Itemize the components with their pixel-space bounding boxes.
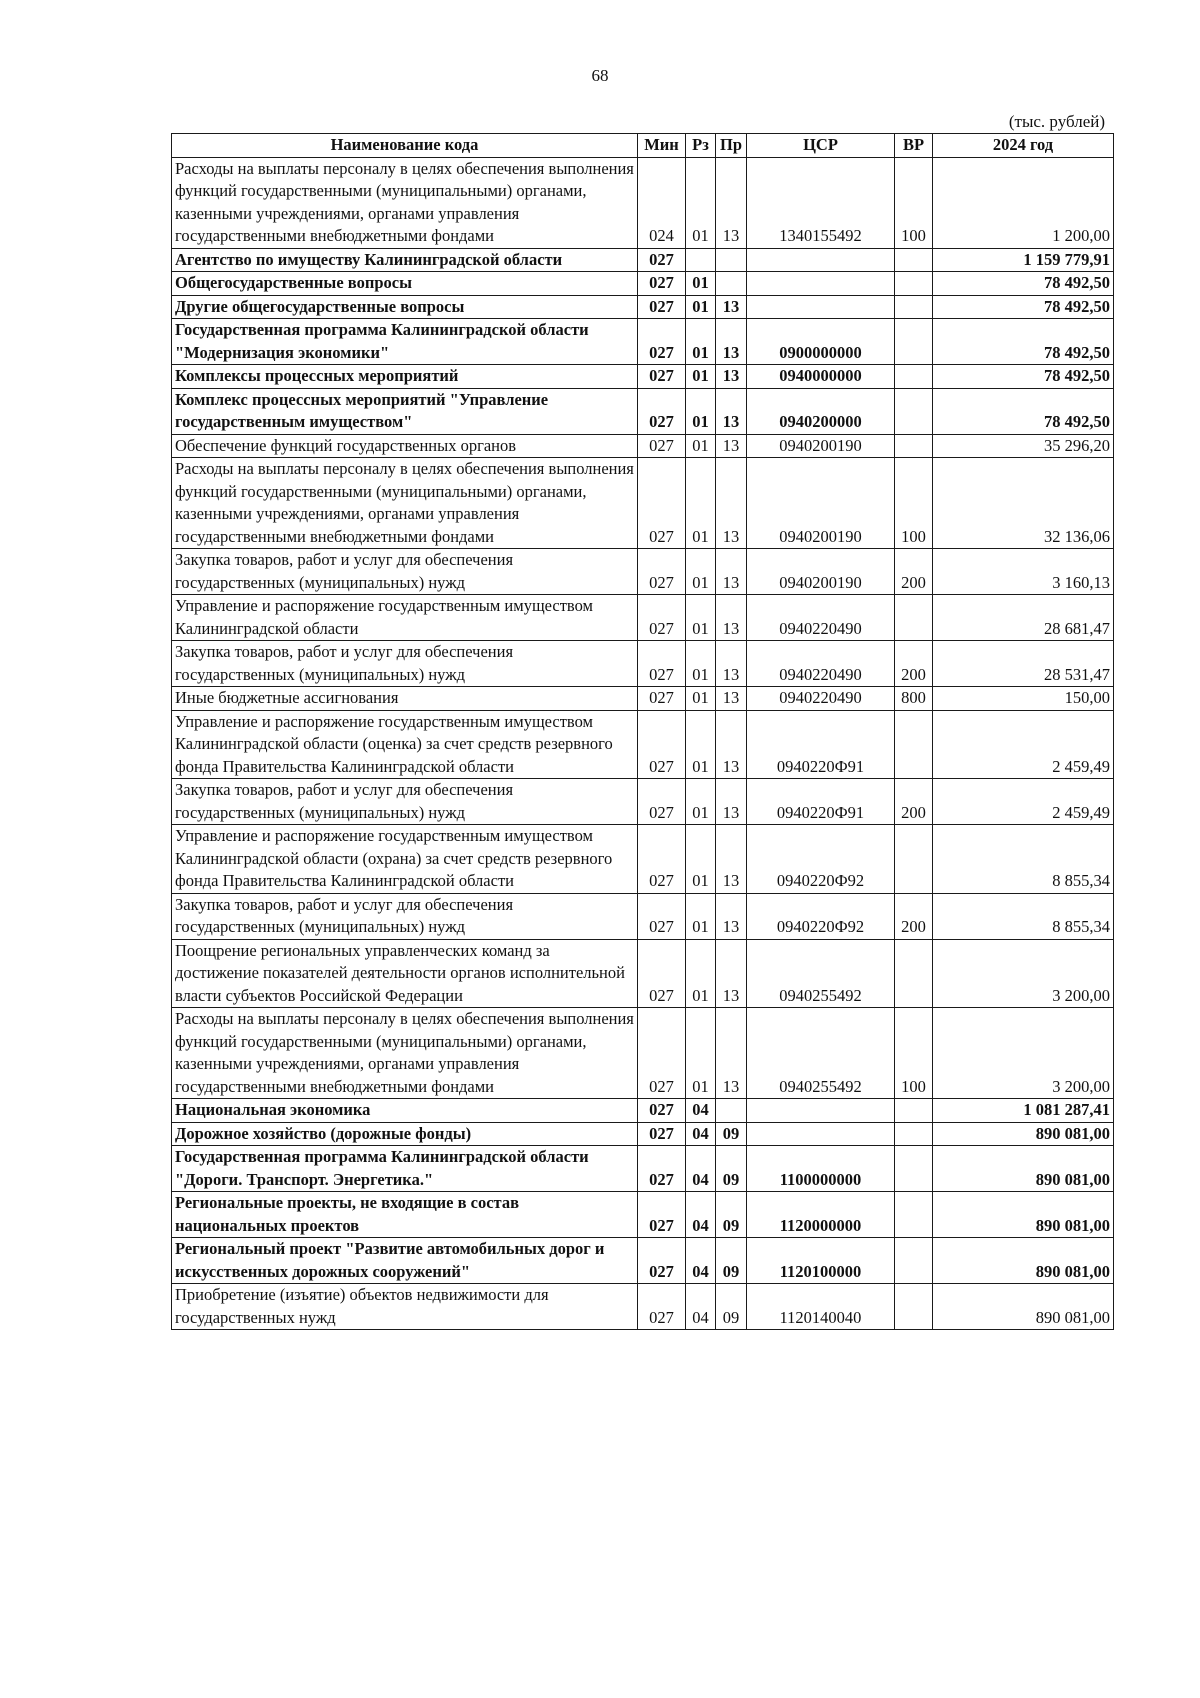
budget-table: [171, 133, 1114, 1330]
table-row: [172, 549, 1114, 595]
cell-sum: 890 081,00: [933, 1192, 1114, 1238]
cell-rz: 01: [686, 1008, 716, 1099]
cell-name: Дорожное хозяйство (дорожные фонды): [172, 1122, 638, 1146]
page-number: 68: [591, 66, 609, 85]
cell-sum: 78 492,50: [933, 319, 1114, 365]
table-row: [172, 1099, 1114, 1123]
cell-sum: 1 159 779,91: [933, 248, 1114, 272]
cell-name: Приобретение (изъятие) объектов недвижимости для государственных нужд: [172, 1284, 638, 1330]
cell-sum: 890 081,00: [933, 1146, 1114, 1192]
cell-name: Управление и распоряжение государственным имуществом Калининградской области (охрана) за счет средств резервного фонда Правительства Калининградской области: [172, 825, 638, 894]
table-row: [172, 825, 1114, 894]
cell-name: Государственная программа Калининградской области "Модернизация экономики": [172, 319, 638, 365]
cell-min: 027: [638, 1284, 686, 1330]
cell-rz: 04: [686, 1284, 716, 1330]
cell-csr: [747, 272, 895, 296]
cell-csr: [747, 1122, 895, 1146]
cell-rz: 04: [686, 1146, 716, 1192]
cell-pr: 13: [716, 549, 747, 595]
cell-sum: 1 200,00: [933, 157, 1114, 248]
cell-rz: 01: [686, 458, 716, 549]
cell-name: Обеспечение функций государственных органов: [172, 434, 638, 458]
cell-sum: 78 492,50: [933, 295, 1114, 319]
cell-pr: [716, 1099, 747, 1123]
cell-min: 027: [638, 1122, 686, 1146]
cell-csr: 0940255492: [747, 939, 895, 1008]
cell-min: 027: [638, 248, 686, 272]
header-min: Мин: [638, 134, 686, 158]
cell-min: 027: [638, 641, 686, 687]
cell-min: 027: [638, 779, 686, 825]
cell-pr: 09: [716, 1122, 747, 1146]
cell-pr: 13: [716, 157, 747, 248]
table-row: [172, 272, 1114, 296]
header-pr: Пр: [716, 134, 747, 158]
cell-name: Расходы на выплаты персоналу в целях обеспечения выполнения функций государственными (муниципальными) органами, казенными учреждениями, органами управления государственными внебюджетными фондами: [172, 157, 638, 248]
cell-vr: 200: [895, 549, 933, 595]
cell-csr: 1120000000: [747, 1192, 895, 1238]
cell-min: 027: [638, 1099, 686, 1123]
cell-csr: 0940200000: [747, 388, 895, 434]
cell-name: Закупка товаров, работ и услуг для обеспечения государственных (муниципальных) нужд: [172, 779, 638, 825]
cell-csr: 0940220Ф91: [747, 779, 895, 825]
cell-name: Общегосударственные вопросы: [172, 272, 638, 296]
table-row: [172, 1238, 1114, 1284]
cell-pr: 13: [716, 434, 747, 458]
table-row: [172, 710, 1114, 779]
cell-min: 027: [638, 1238, 686, 1284]
cell-min: 027: [638, 1008, 686, 1099]
cell-vr: 200: [895, 641, 933, 687]
cell-vr: [895, 1122, 933, 1146]
cell-sum: 890 081,00: [933, 1284, 1114, 1330]
cell-csr: 0940220Ф92: [747, 893, 895, 939]
cell-pr: [716, 248, 747, 272]
cell-rz: 04: [686, 1238, 716, 1284]
table-row: [172, 388, 1114, 434]
cell-pr: 13: [716, 779, 747, 825]
cell-vr: 800: [895, 687, 933, 711]
cell-sum: 28 531,47: [933, 641, 1114, 687]
cell-pr: 13: [716, 365, 747, 389]
cell-rz: 01: [686, 687, 716, 711]
cell-rz: 04: [686, 1099, 716, 1123]
cell-min: 027: [638, 295, 686, 319]
cell-sum: 35 296,20: [933, 434, 1114, 458]
cell-rz: 01: [686, 893, 716, 939]
cell-name: Управление и распоряжение государственным имуществом Калининградской области (оценка) за счет средств резервного фонда Правительства Калининградской области: [172, 710, 638, 779]
cell-sum: 8 855,34: [933, 893, 1114, 939]
cell-min: 027: [638, 710, 686, 779]
table-row: [172, 319, 1114, 365]
cell-sum: 1 081 287,41: [933, 1099, 1114, 1123]
cell-csr: 0940000000: [747, 365, 895, 389]
table-row: [172, 365, 1114, 389]
header-vr: ВР: [895, 134, 933, 158]
table-row: [172, 434, 1114, 458]
cell-csr: 0940220Ф91: [747, 710, 895, 779]
cell-csr: 1340155492: [747, 157, 895, 248]
cell-min: 027: [638, 272, 686, 296]
table-row: [172, 458, 1114, 549]
cell-rz: 01: [686, 295, 716, 319]
cell-name: Агентство по имуществу Калининградской области: [172, 248, 638, 272]
header-rz: Рз: [686, 134, 716, 158]
cell-pr: 13: [716, 939, 747, 1008]
cell-name: Закупка товаров, работ и услуг для обеспечения государственных (муниципальных) нужд: [172, 641, 638, 687]
cell-csr: 0940220490: [747, 641, 895, 687]
cell-name: Комплекс процессных мероприятий "Управление государственным имуществом": [172, 388, 638, 434]
table-row: [172, 779, 1114, 825]
cell-min: 027: [638, 434, 686, 458]
cell-min: 027: [638, 1146, 686, 1192]
cell-csr: 1120140040: [747, 1284, 895, 1330]
cell-rz: 04: [686, 1122, 716, 1146]
cell-vr: [895, 1238, 933, 1284]
cell-name: Региональные проекты, не входящие в состав национальных проектов: [172, 1192, 638, 1238]
cell-rz: 01: [686, 319, 716, 365]
cell-pr: 13: [716, 388, 747, 434]
cell-name: Закупка товаров, работ и услуг для обеспечения государственных (муниципальных) нужд: [172, 893, 638, 939]
table-row: [172, 1192, 1114, 1238]
cell-vr: [895, 825, 933, 894]
cell-min: 027: [638, 939, 686, 1008]
header-csr: ЦСР: [747, 134, 895, 158]
table-row: [172, 157, 1114, 248]
table-row: [172, 641, 1114, 687]
cell-min: 027: [638, 365, 686, 389]
cell-name: Другие общегосударственные вопросы: [172, 295, 638, 319]
cell-min: 027: [638, 388, 686, 434]
cell-sum: 2 459,49: [933, 779, 1114, 825]
cell-csr: [747, 248, 895, 272]
cell-sum: 78 492,50: [933, 272, 1114, 296]
cell-rz: 01: [686, 595, 716, 641]
table-row: [172, 248, 1114, 272]
units-label: (тыс. рублей): [1008, 112, 1105, 131]
cell-vr: [895, 1146, 933, 1192]
cell-name: Закупка товаров, работ и услуг для обеспечения государственных (муниципальных) нужд: [172, 549, 638, 595]
cell-vr: [895, 939, 933, 1008]
cell-pr: 13: [716, 295, 747, 319]
table-row: [172, 1284, 1114, 1330]
cell-vr: [895, 295, 933, 319]
cell-vr: [895, 365, 933, 389]
cell-pr: 13: [716, 687, 747, 711]
table-row: [172, 939, 1114, 1008]
cell-min: 027: [638, 687, 686, 711]
table-body: [172, 157, 1114, 1330]
cell-csr: 0900000000: [747, 319, 895, 365]
cell-sum: 3 200,00: [933, 1008, 1114, 1099]
cell-rz: 01: [686, 434, 716, 458]
cell-pr: 09: [716, 1192, 747, 1238]
cell-vr: [895, 1284, 933, 1330]
cell-min: 027: [638, 595, 686, 641]
cell-min: 027: [638, 319, 686, 365]
cell-vr: [895, 595, 933, 641]
cell-vr: [895, 248, 933, 272]
cell-csr: [747, 1099, 895, 1123]
cell-vr: [895, 710, 933, 779]
cell-csr: 0940200190: [747, 434, 895, 458]
cell-min: 027: [638, 549, 686, 595]
cell-min: 027: [638, 893, 686, 939]
cell-csr: 0940220Ф92: [747, 825, 895, 894]
table-row: [172, 1122, 1114, 1146]
cell-name: Региональный проект "Развитие автомобильных дорог и искусственных дорожных сооружений": [172, 1238, 638, 1284]
cell-name: Иные бюджетные ассигнования: [172, 687, 638, 711]
cell-rz: 01: [686, 779, 716, 825]
cell-rz: 01: [686, 939, 716, 1008]
cell-vr: 100: [895, 458, 933, 549]
cell-pr: 13: [716, 319, 747, 365]
cell-sum: 2 459,49: [933, 710, 1114, 779]
cell-rz: 01: [686, 549, 716, 595]
header-year: 2024 год: [933, 134, 1114, 158]
cell-vr: [895, 1099, 933, 1123]
cell-sum: 150,00: [933, 687, 1114, 711]
cell-pr: 09: [716, 1238, 747, 1284]
cell-csr: 0940255492: [747, 1008, 895, 1099]
cell-pr: [716, 272, 747, 296]
cell-csr: [747, 295, 895, 319]
cell-name: Поощрение региональных управленческих команд за достижение показателей деятельности органов исполнительной власти субъектов Российской Федерации: [172, 939, 638, 1008]
cell-pr: 13: [716, 458, 747, 549]
cell-min: 027: [638, 825, 686, 894]
cell-name: Комплексы процессных мероприятий: [172, 365, 638, 389]
cell-pr: 09: [716, 1146, 747, 1192]
cell-name: Расходы на выплаты персоналу в целях обеспечения выполнения функций государственными (муниципальными) органами, казенными учреждениями, органами управления государственными внебюджетными фондами: [172, 1008, 638, 1099]
cell-csr: 1100000000: [747, 1146, 895, 1192]
table-row: [172, 295, 1114, 319]
cell-rz: 01: [686, 272, 716, 296]
cell-sum: 32 136,06: [933, 458, 1114, 549]
cell-min: 024: [638, 157, 686, 248]
cell-csr: 0940220490: [747, 687, 895, 711]
cell-vr: [895, 434, 933, 458]
cell-rz: 01: [686, 365, 716, 389]
cell-vr: 200: [895, 779, 933, 825]
cell-rz: 04: [686, 1192, 716, 1238]
cell-sum: 8 855,34: [933, 825, 1114, 894]
cell-vr: 100: [895, 1008, 933, 1099]
cell-vr: [895, 1192, 933, 1238]
header-name: Наименование кода: [172, 134, 638, 158]
table-row: [172, 893, 1114, 939]
cell-rz: 01: [686, 641, 716, 687]
cell-vr: 200: [895, 893, 933, 939]
cell-sum: 78 492,50: [933, 365, 1114, 389]
cell-sum: 3 160,13: [933, 549, 1114, 595]
table-row: [172, 1008, 1114, 1099]
table-row: [172, 1146, 1114, 1192]
cell-name: Управление и распоряжение государственным имуществом Калининградской области: [172, 595, 638, 641]
cell-pr: 09: [716, 1284, 747, 1330]
table-row: [172, 595, 1114, 641]
cell-name: Государственная программа Калининградской области "Дороги. Транспорт. Энергетика.": [172, 1146, 638, 1192]
table-header-row: [172, 134, 1114, 158]
cell-vr: [895, 388, 933, 434]
cell-pr: 13: [716, 1008, 747, 1099]
cell-vr: [895, 319, 933, 365]
cell-sum: 890 081,00: [933, 1238, 1114, 1284]
cell-csr: 0940200190: [747, 549, 895, 595]
cell-name: Национальная экономика: [172, 1099, 638, 1123]
cell-csr: 0940200190: [747, 458, 895, 549]
table-row: [172, 687, 1114, 711]
cell-sum: 890 081,00: [933, 1122, 1114, 1146]
cell-rz: 01: [686, 388, 716, 434]
cell-min: 027: [638, 458, 686, 549]
cell-csr: 1120100000: [747, 1238, 895, 1284]
cell-sum: 3 200,00: [933, 939, 1114, 1008]
cell-csr: 0940220490: [747, 595, 895, 641]
cell-sum: 28 681,47: [933, 595, 1114, 641]
cell-pr: 13: [716, 595, 747, 641]
cell-min: 027: [638, 1192, 686, 1238]
cell-pr: 13: [716, 893, 747, 939]
cell-vr: [895, 272, 933, 296]
cell-sum: 78 492,50: [933, 388, 1114, 434]
cell-rz: 01: [686, 157, 716, 248]
cell-pr: 13: [716, 710, 747, 779]
cell-rz: 01: [686, 825, 716, 894]
cell-rz: 01: [686, 710, 716, 779]
cell-pr: 13: [716, 641, 747, 687]
cell-pr: 13: [716, 825, 747, 894]
cell-name: Расходы на выплаты персоналу в целях обеспечения выполнения функций государственными (муниципальными) органами, казенными учреждениями, органами управления государственными внебюджетными фондами: [172, 458, 638, 549]
cell-rz: [686, 248, 716, 272]
cell-vr: 100: [895, 157, 933, 248]
